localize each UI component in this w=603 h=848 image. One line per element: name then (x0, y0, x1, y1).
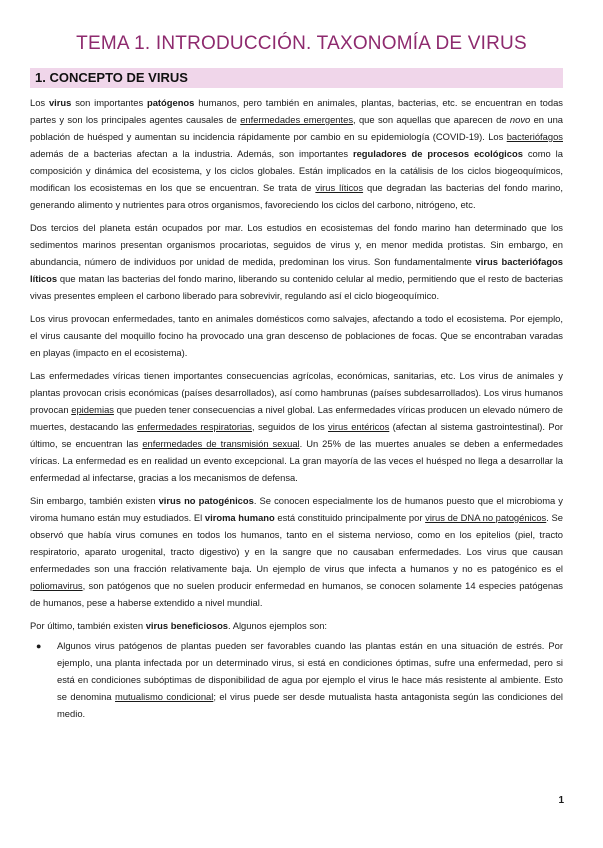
paragraph: Los virus provocan enfermedades, tanto en animales domésticos como salvajes, afectando a todo el ecosistema. Por ejemplo, el virus causante del moquillo focino ha provocado una gran descenso de poblaciones de focas. Que se encontraban varadas en playas (impacto en el ecosistema). (30, 313, 563, 358)
paragraph: Dos tercios del planeta están ocupados por mar. Los estudios en ecosistemas del fondo marino han determinado que los sedimentos marinos presentan organismos procariotas, seguidos de virus y, en menor medida protistas. Sin embargo, en abundancia, número de individuos por unidad de medida, predominan los virus. Son fundamentalmente virus bacteriófagos líticos que matan las bacterias del fondo marino, liberando su contenido celular al medio, permitiendo que el resto de bacterias vivas presentes empleen el carbono liberado para sobrevivir, regulando así el ciclo biogeoquímico. (30, 222, 563, 301)
section-heading: 1. CONCEPTO DE VIRUS (30, 68, 563, 88)
bullet-list (30, 637, 563, 722)
paragraph: Por último, también existen virus beneficiosos. Algunos ejemplos son: (30, 620, 328, 631)
document-body (30, 94, 563, 722)
bullet-icon: ● (36, 641, 42, 651)
paragraph: Los virus son importantes patógenos humanos, pero también en animales, plantas, bacterias, etc. se encuentran en todas partes y son los principales agentes causales de enfermedades emergentes, que son aquellas que aparecen de novo en una población de huésped y aumentan su incidencia rápidamente por cambio en su epidemiología (COVID-19). Los bacteriófagos además de a bacterias afectan a la industria. Además, son importantes reguladores de procesos ecológicos como la composición y dinámica del ecosistema, y los ciclos globales. Están implicados en la catálisis de los ciclos biogeoquímicos, modifican los ecosistemas en los que se encuentran. Se trata de virus líticos que degradan las bacterias del fondo marino, generando alimento y nutrientes para otros organismos, favoreciendo los ciclos del carbono, nitrógeno, etc. (30, 97, 563, 210)
document-title: TEMA 1. INTRODUCCIÓN. TAXONOMÍA DE VIRUS (76, 33, 527, 54)
list-item: ● Algunos virus patógenos de plantas pueden ser favorables cuando las plantas están en una situación de estrés. Por ejemplo, una planta infectada por un determinado virus, si está en condiciones óptimas, sufre una enfermedad, pero si está en condiciones subóptimas de disponibilidad de agua por ejemplo el virus le hace más resistente al ambiente. Esto se denomina mutualismo condicional; el virus puede ser desde mutualista hasta antagonista según las condiciones del medio. (36, 640, 563, 719)
paragraph: Sin embargo, también existen virus no patogénicos. Se conocen especialmente los de humanos puesto que el microbioma y viroma humano están muy estudiados. El viroma humano está constituido principalmente por virus de DNA no patogénicos. Se observó que había virus comunes en todos los humanos, tanto en el sistema nervioso, como en los epitelios (piel, tracto respiratorio, aparato urogenital, tracto digestivo) y en la sangre que no causaban enfermedades. Los virus que causan enfermedades son una fracción relativamente baja. Un ejemplo de virus que infecta a humanos y no es patogénico es el poliomavirus, son patógenos que no suelen producir enfermedad en humanos, se conocen solamente 14 especies patógenas de humanos, pese a haberse extendido a nivel mundial. (30, 495, 563, 608)
page-number: 1 (558, 795, 564, 806)
paragraph: Las enfermedades víricas tienen importantes consecuencias agrícolas, económicas, sanitarias, etc. Los virus de animales y plantas provocan crisis económicas (países desarrollados), así como hambrunas (países subdesarrollados). Los virus humanos provocan epidemias que pueden tener consecuencias a nivel global. Las enfermedades víricas producen un elevado número de muertes, destacando las enfermedades respiratorias, seguidos de los virus entéricos (afectan al sistema gastrointestinal). Por último, se encuentran las enfermedades de transmisión sexual. Un 25% de las muertes anuales se deben a enfermedades víricas. La enfermedad es en realidad un evento excepcional. La gran mayoría de las veces el huésped no llega a desarrollar la enfermedad al infectarse, gracias a los mecanismos de defensa. (30, 370, 564, 483)
